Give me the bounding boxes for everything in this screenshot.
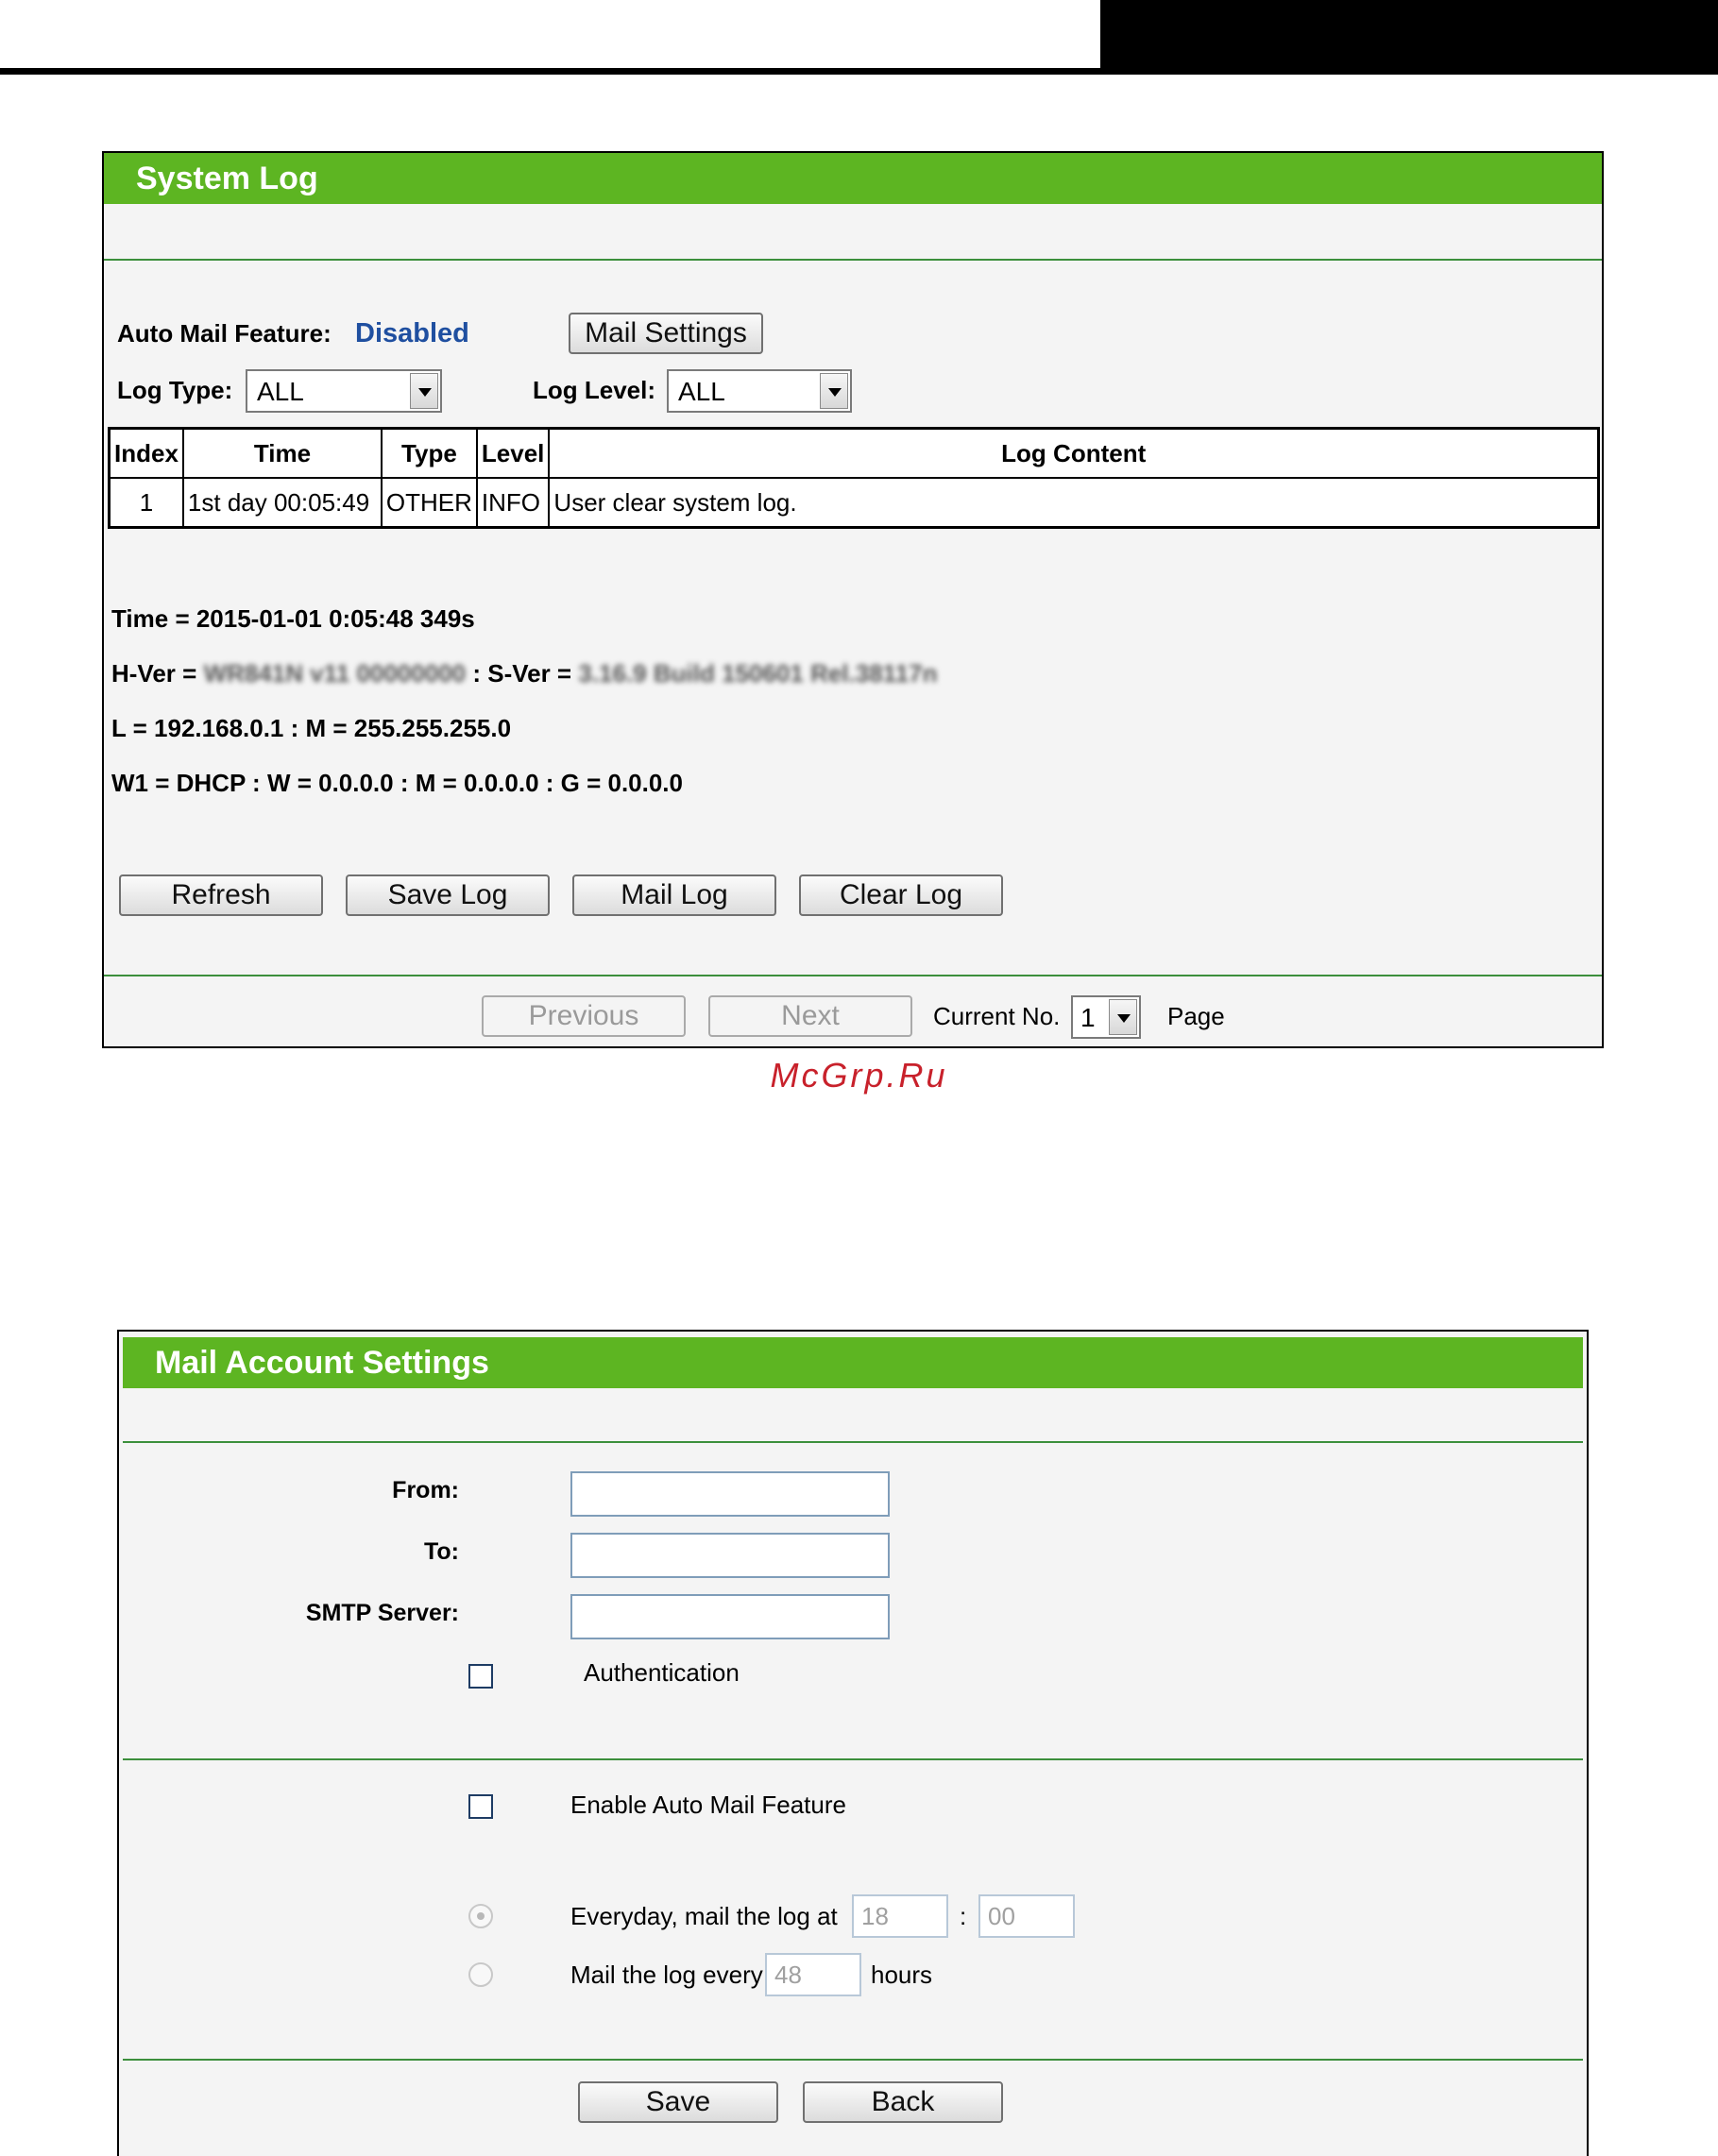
log-table	[108, 427, 1600, 529]
log-level-select[interactable]	[667, 369, 852, 413]
column-header: Index	[110, 429, 183, 479]
everyday-radio[interactable]	[468, 1904, 493, 1928]
clear-log-button[interactable]: Clear Log	[799, 874, 1003, 916]
table-cell: OTHER	[382, 478, 477, 528]
page-header-block	[1100, 0, 1718, 75]
column-header: Level	[477, 429, 550, 479]
back-button[interactable]: Back	[803, 2081, 1003, 2123]
chevron-down-icon[interactable]	[410, 373, 438, 409]
table-cell: 1	[110, 478, 183, 528]
hver-value: WR841N v11 00000000	[203, 659, 467, 688]
every-hours-radio[interactable]	[468, 1962, 493, 1987]
refresh-button[interactable]: Refresh	[119, 874, 323, 916]
page-select[interactable]	[1071, 995, 1141, 1039]
to-label: To:	[423, 1538, 459, 1565]
page-label: Page	[1167, 1002, 1225, 1030]
mail-settings-button[interactable]: Mail Settings	[569, 313, 763, 354]
everyday-minute-field[interactable]: 00	[978, 1894, 1075, 1938]
table-cell: User clear system log.	[549, 478, 1598, 528]
every-label: Mail the log every	[570, 1961, 763, 1989]
panel-title: System Log	[104, 153, 1602, 204]
everyday-label: Everyday, mail the log at	[570, 1902, 838, 1930]
time-line: Time = 2015-01-01 0:05:48 349s	[111, 604, 475, 633]
page-select-value: 1	[1080, 1003, 1096, 1032]
smtp-server-label: SMTP Server:	[305, 1600, 459, 1626]
column-header: Log Content	[549, 429, 1598, 479]
separator	[104, 259, 1602, 261]
log-type-label: Log Type:	[117, 376, 233, 404]
time-colon: :	[960, 1902, 967, 1930]
authentication-checkbox[interactable]	[468, 1664, 493, 1689]
page-header-rule	[0, 68, 1100, 75]
previous-button[interactable]: Previous	[482, 995, 686, 1037]
chevron-down-icon[interactable]	[820, 373, 848, 409]
save-log-button[interactable]: Save Log	[346, 874, 550, 916]
separator	[123, 1441, 1583, 1443]
hours-label: hours	[871, 1961, 933, 1989]
next-button[interactable]: Next	[708, 995, 912, 1037]
log-level-label: Log Level:	[533, 376, 656, 404]
table-header-row	[110, 429, 1599, 479]
log-type-value: ALL	[257, 377, 304, 406]
auto-mail-status: Disabled	[355, 318, 469, 348]
chevron-down-icon[interactable]	[1109, 999, 1137, 1035]
separator	[104, 975, 1602, 976]
auto-mail-label: Auto Mail Feature:	[117, 319, 332, 348]
panel-title: Mail Account Settings	[123, 1337, 1583, 1388]
log-type-select[interactable]	[246, 369, 442, 413]
smtp-server-field[interactable]	[570, 1594, 890, 1639]
current-no-label: Current No.	[933, 1002, 1061, 1030]
authentication-label: Authentication	[584, 1658, 740, 1687]
wan-line: W1 = DHCP : W = 0.0.0.0 : M = 0.0.0.0 : G = 0.0.0.0	[111, 769, 683, 797]
enable-auto-mail-label: Enable Auto Mail Feature	[570, 1791, 846, 1819]
column-header: Type	[382, 429, 477, 479]
version-line	[111, 659, 938, 688]
save-button[interactable]: Save	[578, 2081, 778, 2123]
column-header: Time	[183, 429, 382, 479]
lan-line: L = 192.168.0.1 : M = 255.255.255.0	[111, 714, 512, 742]
everyday-hour-field[interactable]: 18	[852, 1894, 948, 1938]
to-field[interactable]	[570, 1533, 890, 1578]
separator	[123, 2059, 1583, 2061]
log-level-value: ALL	[678, 377, 725, 406]
system-log-panel	[102, 151, 1604, 1048]
hver-prefix: H-Ver =	[111, 659, 197, 688]
sver-prefix: : S-Ver =	[472, 659, 572, 688]
table-cell: 1st day 00:05:49	[183, 478, 382, 528]
mail-log-button[interactable]: Mail Log	[572, 874, 776, 916]
table-cell: INFO	[477, 478, 550, 528]
watermark: McGrp.Ru	[770, 1056, 948, 1095]
enable-auto-mail-checkbox[interactable]	[468, 1794, 493, 1819]
every-hours-field[interactable]: 48	[765, 1953, 861, 1996]
from-label: From:	[392, 1477, 459, 1503]
separator	[123, 1758, 1583, 1760]
mail-account-panel	[117, 1330, 1589, 2156]
sver-value: 3.16.9 Build 150601 Rel.38117n	[578, 659, 938, 688]
from-field[interactable]	[570, 1471, 890, 1517]
table-row	[110, 478, 1599, 528]
